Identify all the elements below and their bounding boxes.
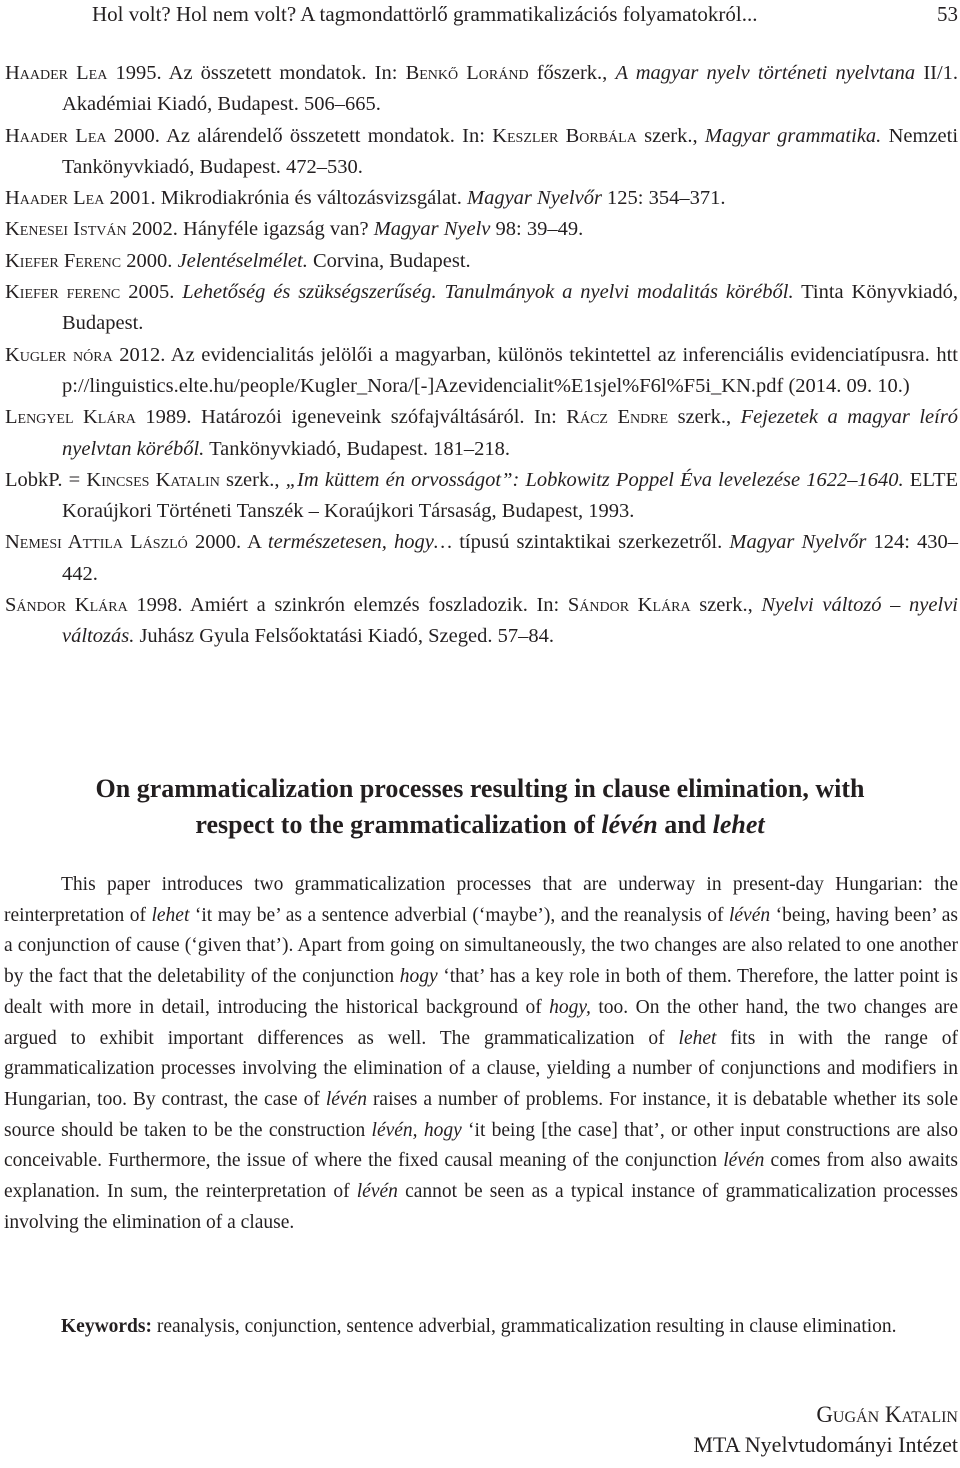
reference-year: 2001. — [109, 187, 156, 210]
reference-rest: Corvina, Budapest. — [312, 249, 471, 272]
reference-lead: LobkP. = — [5, 468, 81, 491]
reference-editor-suffix: szerk., — [644, 124, 698, 147]
reference-author: Kenesei István — [5, 218, 127, 241]
keywords-label: Keywords: — [61, 1316, 152, 1337]
reference-book: Nyelvi változó – nyelvi változás. — [62, 594, 958, 648]
reference-book: A magyar nyelv történeti nyelvtana — [615, 62, 916, 84]
abstract-text: ‘it being [the case] that’, or other input constructions are also conceivable. Furthermore, the issue of where the fixed causal meaning of the conjunction — [4, 1119, 959, 1172]
abstract-term: hogy — [399, 966, 438, 988]
reference-editor: Benkő Loránd — [405, 62, 529, 84]
reference-title-post: típusú szintaktikai szerkezetről. — [459, 531, 723, 554]
reference-author: Nemesi Attila László — [5, 531, 188, 554]
abstract-term: lehet — [678, 1027, 717, 1049]
reference-editor: Rácz Endre — [566, 406, 669, 429]
reference-editor: Keszler Borbála — [492, 124, 637, 147]
abstract-term: lévén — [728, 904, 771, 926]
english-title-line-2 — [0, 807, 960, 843]
abstract-text: cannot be seen as a typical instance of grammaticalization processes involving the elimination of a clause. — [4, 1181, 958, 1233]
reference-rest: Tinta Könyvkiadó, Budapest. — [62, 281, 959, 335]
reference-year: 1989. — [145, 406, 192, 429]
reference-author: Haader Lea — [5, 187, 105, 210]
author-block — [693, 1400, 958, 1460]
reference-rest: 98: 39–49. — [495, 218, 584, 241]
reference-editor-suffix: főszerk., — [536, 62, 608, 84]
reference-book: Fejezetek a magyar leíró nyelvtan köréből. — [62, 406, 959, 460]
reference-author: Kugler nóra — [5, 343, 113, 366]
reference-title: Az evidencialitás jelölői a magyarban, különös tekintettel az inferenciális evidenciatípusra. — [170, 343, 930, 366]
abstract-term: lévén — [356, 1181, 398, 1203]
abstract-term: lehet — [151, 904, 190, 926]
reference-url[interactable]: http://linguistics.elte.hu/people/Kugler_Nora/[-]Azevidencialit%E1sjel%F6l%F5i_KN.pdf (2014. 09. 10.) — [62, 343, 959, 397]
reference-author: Haader Lea — [5, 62, 108, 84]
author-affiliation: MTA Nyelvtudományi Intézet — [693, 1432, 958, 1457]
reference-book: Jelentéselmélet. — [177, 249, 308, 272]
reference-title: Az összetett mondatok. In: — [168, 62, 398, 84]
reference-title-pre: A — [247, 531, 261, 554]
reference-item — [5, 246, 958, 277]
reference-author: Kiefer Ferenc — [5, 249, 122, 272]
reference-item — [5, 590, 958, 653]
reference-year: 2000. — [113, 124, 160, 147]
reference-editor-suffix: szerk., — [699, 594, 753, 617]
reference-author: Kiefer ferenc — [5, 281, 121, 304]
reference-rest: 125: 354–371. — [607, 187, 726, 210]
abstract-term: hogy, — [549, 996, 591, 1018]
abstract-term: lévén, hogy — [371, 1119, 462, 1141]
reference-rest: 124: 430–442. — [62, 531, 959, 585]
reference-item — [5, 277, 958, 340]
english-title-line-1: On grammaticalization processes resulting in clause elimination, with — [95, 774, 865, 803]
author-name: Gugán Katalin — [816, 1402, 958, 1427]
abstract-text: ‘it may be’ as a sentence adverbial (‘maybe’), and the reanalysis of — [194, 904, 724, 926]
english-title-conj: and — [664, 810, 707, 839]
abstract-text: This paper introduces two grammaticalization processes that are underway in present-day Hungarian: the reinterpretation of — [4, 874, 958, 926]
reference-year: 1998. — [136, 594, 183, 617]
reference-book: „Im küttem én orvosságot”: Lobkowitz Poppel Éva levelezése 1622–1640. — [285, 468, 904, 491]
reference-author: Haader Lea — [5, 124, 107, 147]
reference-year: 2000. — [126, 249, 173, 272]
abstract — [4, 870, 958, 1238]
english-title-word-lehet: lehet — [712, 810, 765, 839]
reference-rest: II/1. Akadémiai Kiadó, Budapest. 506–665. — [62, 62, 959, 116]
reference-item — [5, 340, 958, 403]
reference-item — [5, 465, 958, 528]
reference-book: Magyar grammatika. — [704, 124, 882, 147]
reference-title: Az alárendelő összetett mondatok. In: — [166, 124, 485, 147]
page-number: 53 — [937, 2, 958, 26]
reference-year: 1995. — [115, 62, 162, 84]
running-head-title: Hol volt? Hol nem volt? A tagmondattörlő grammatikalizációs folyamatokról... — [92, 2, 758, 26]
abstract-text: comes from also awaits explanation. In sum, the reinterpretation of — [4, 1150, 959, 1203]
reference-item — [5, 402, 958, 465]
reference-title: Hányféle igazság van? — [183, 218, 369, 241]
abstract-text: too. On the other hand, the two changes are argued to exhibit important differences as well. The grammaticalization of — [4, 996, 959, 1049]
reference-year: 2005. — [128, 281, 175, 304]
reference-author: Sándor Klára — [5, 594, 128, 617]
reference-editor-suffix: szerk., — [677, 406, 732, 429]
keywords-text: reanalysis, conjunction, sentence adverbial, grammaticalization resulting in clause elimination. — [156, 1316, 897, 1337]
reference-rest: ELTE Koraújkori Történeti Tanszék – Koraújkori Társaság, Budapest, 1993. — [62, 468, 959, 523]
abstract-text: raises a number of problems. For instance, it is debatable whether its sole source should be taken to be the construction — [4, 1088, 959, 1141]
abstract-text: fits in with the range of grammaticalization processes involving the elimination of a clause, yielding a number of conjunctions and modifiers in Hungarian, too. By contrast, the case of — [4, 1027, 958, 1110]
reference-title-italic: természetesen, hogy… — [267, 531, 453, 554]
reference-rest: Juhász Gyula Felsőoktatási Kiadó, Szeged. 57–84. — [139, 625, 554, 648]
reference-item — [5, 58, 958, 121]
reference-journal: Magyar Nyelv — [373, 218, 491, 241]
running-head — [92, 0, 958, 28]
abstract-text: ‘that’ has a key role in both of them. Therefore, the latter point is dealt with more in detail, introducing the historical background of — [4, 966, 959, 1018]
reference-title: Határozói igeneveink szófajváltásáról. In: — [201, 406, 557, 429]
reference-editor: Sándor Klára — [567, 594, 691, 617]
reference-journal: Magyar Nyelvőr — [729, 531, 867, 554]
reference-title: Amiért a szinkrón elemzés foszladozik. In: — [189, 594, 560, 617]
reference-year: szerk., — [225, 468, 280, 491]
reference-rest: Nemzeti Tankönyvkiadó, Budapest. 472–530. — [62, 124, 959, 178]
reference-author: Kincses Katalin — [86, 468, 220, 491]
reference-rest: Tankönyvkiadó, Budapest. 181–218. — [209, 437, 510, 460]
reference-title: Mikrodiakrónia és változásvizsgálat. — [160, 187, 462, 210]
reference-book: Lehetőség és szükségszerűség. Tanulmányok a nyelvi modalitás köréből. — [182, 281, 794, 304]
abstract-text: ‘being, having been’ as a conjunction of cause (‘given that’). Apart from going on simultaneously, the two changes are also related to one another by the fact that the deletability of the conjunction — [4, 904, 959, 988]
abstract-term: lévén — [325, 1088, 367, 1110]
keywords — [4, 1312, 958, 1343]
reference-item — [5, 527, 958, 590]
reference-item — [5, 214, 958, 245]
abstract-term: lévén — [723, 1150, 765, 1172]
reference-journal: Magyar Nyelvőr — [467, 187, 602, 210]
reference-year: 2002. — [131, 218, 178, 241]
english-title-line-2-pre: respect to the grammaticalization of — [195, 810, 595, 839]
reference-list — [5, 58, 958, 653]
reference-item — [5, 121, 958, 184]
reference-year: 2012. — [119, 343, 166, 366]
reference-author: Lengyel Klára — [5, 406, 136, 429]
reference-year: 2000. — [194, 531, 242, 554]
reference-item — [5, 183, 958, 214]
english-title-word-leven: lévén — [601, 810, 658, 839]
english-title — [0, 771, 960, 843]
